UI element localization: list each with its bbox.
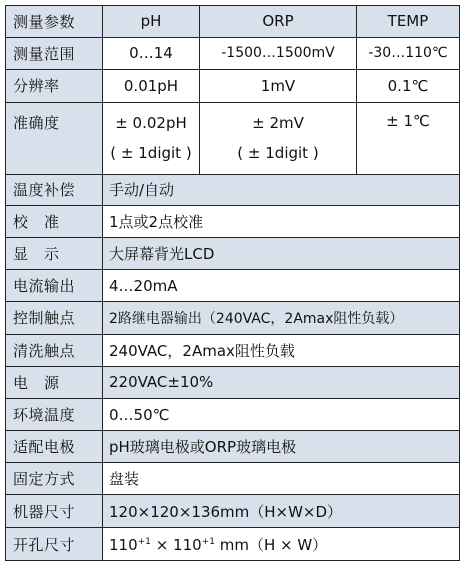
row-value: 0…50℃ (103, 398, 460, 431)
accuracy-label: 准确度 (6, 102, 103, 174)
accuracy-ph-line2: ( ± 1digit ) (110, 144, 192, 163)
row-value: 大屏幕背光LCD (103, 238, 460, 270)
range-ph: 0…14 (103, 37, 200, 69)
row-label: 环境温度 (6, 398, 103, 431)
spec-row (6, 366, 460, 398)
header-orp: ORP (200, 6, 357, 38)
row-value: pH玻璃电极或ORP玻璃电极 (103, 431, 460, 463)
spec-row (6, 301, 460, 334)
range-temp: -30…110℃ (357, 37, 460, 69)
row-label: 清洗触点 (6, 334, 103, 366)
accuracy-orp-line2: ( ± 1digit ) (237, 144, 319, 163)
cutout-height-tolerance: +1 (137, 536, 151, 547)
header-temp: TEMP (357, 6, 460, 38)
header-ph: pH (103, 6, 200, 38)
row-value: 120×120×136mm（H×W×D） (103, 495, 460, 528)
row-label: 温度补偿 (6, 174, 103, 206)
cutout-width: 110 (173, 535, 202, 554)
row-label: 电 源 (6, 366, 103, 398)
resolution-label: 分辨率 (6, 69, 103, 102)
spec-row (6, 270, 460, 302)
cutout-row (6, 528, 460, 561)
cutout-value (103, 528, 460, 561)
spec-row (6, 398, 460, 431)
spec-row (6, 174, 460, 206)
row-label: 控制触点 (6, 301, 103, 334)
accuracy-temp: ± 1℃ (357, 102, 460, 174)
accuracy-ph-line1: ± 0.02pH (115, 114, 187, 133)
row-label: 显 示 (6, 238, 103, 270)
spec-row (6, 206, 460, 238)
row-value: 2路继电器输出（240VAC，2Amax阻性负载） (103, 301, 460, 334)
cutout-height: 110 (109, 535, 138, 554)
range-orp: -1500…1500mV (200, 37, 357, 69)
resolution-orp: 1mV (200, 69, 357, 102)
row-label: 校 准 (6, 206, 103, 238)
range-label: 测量范围 (6, 37, 103, 69)
cutout-width-tolerance: +1 (201, 536, 215, 547)
header-label: 测量参数 (6, 6, 103, 38)
cutout-label: 开孔尺寸 (6, 528, 103, 561)
accuracy-orp-line1: ± 2mV (252, 114, 304, 133)
resolution-temp: 0.1℃ (357, 69, 460, 102)
row-value: 4…20mA (103, 270, 460, 302)
row-value: 盘装 (103, 463, 460, 495)
row-label: 机器尺寸 (6, 495, 103, 528)
cutout-times: × (150, 535, 174, 554)
spec-row (6, 238, 460, 270)
resolution-row (6, 69, 460, 102)
spec-row (6, 463, 460, 495)
spec-row (6, 334, 460, 366)
row-value: 240VAC，2Amax阻性负载 (103, 334, 460, 366)
resolution-ph: 0.01pH (103, 69, 200, 102)
row-value: 220VAC±10% (103, 366, 460, 398)
cutout-unit: mm（H × W） (214, 535, 328, 554)
header-row (6, 6, 460, 38)
spec-table (5, 5, 460, 561)
row-value: 1点或2点校准 (103, 206, 460, 238)
row-label: 电流输出 (6, 270, 103, 302)
spec-row (6, 431, 460, 463)
accuracy-row (6, 102, 460, 174)
accuracy-ph (103, 102, 200, 174)
row-label: 固定方式 (6, 463, 103, 495)
row-value: 手动/自动 (103, 174, 460, 206)
spec-row (6, 495, 460, 528)
range-row (6, 37, 460, 69)
accuracy-orp (200, 102, 357, 174)
row-label: 适配电极 (6, 431, 103, 463)
